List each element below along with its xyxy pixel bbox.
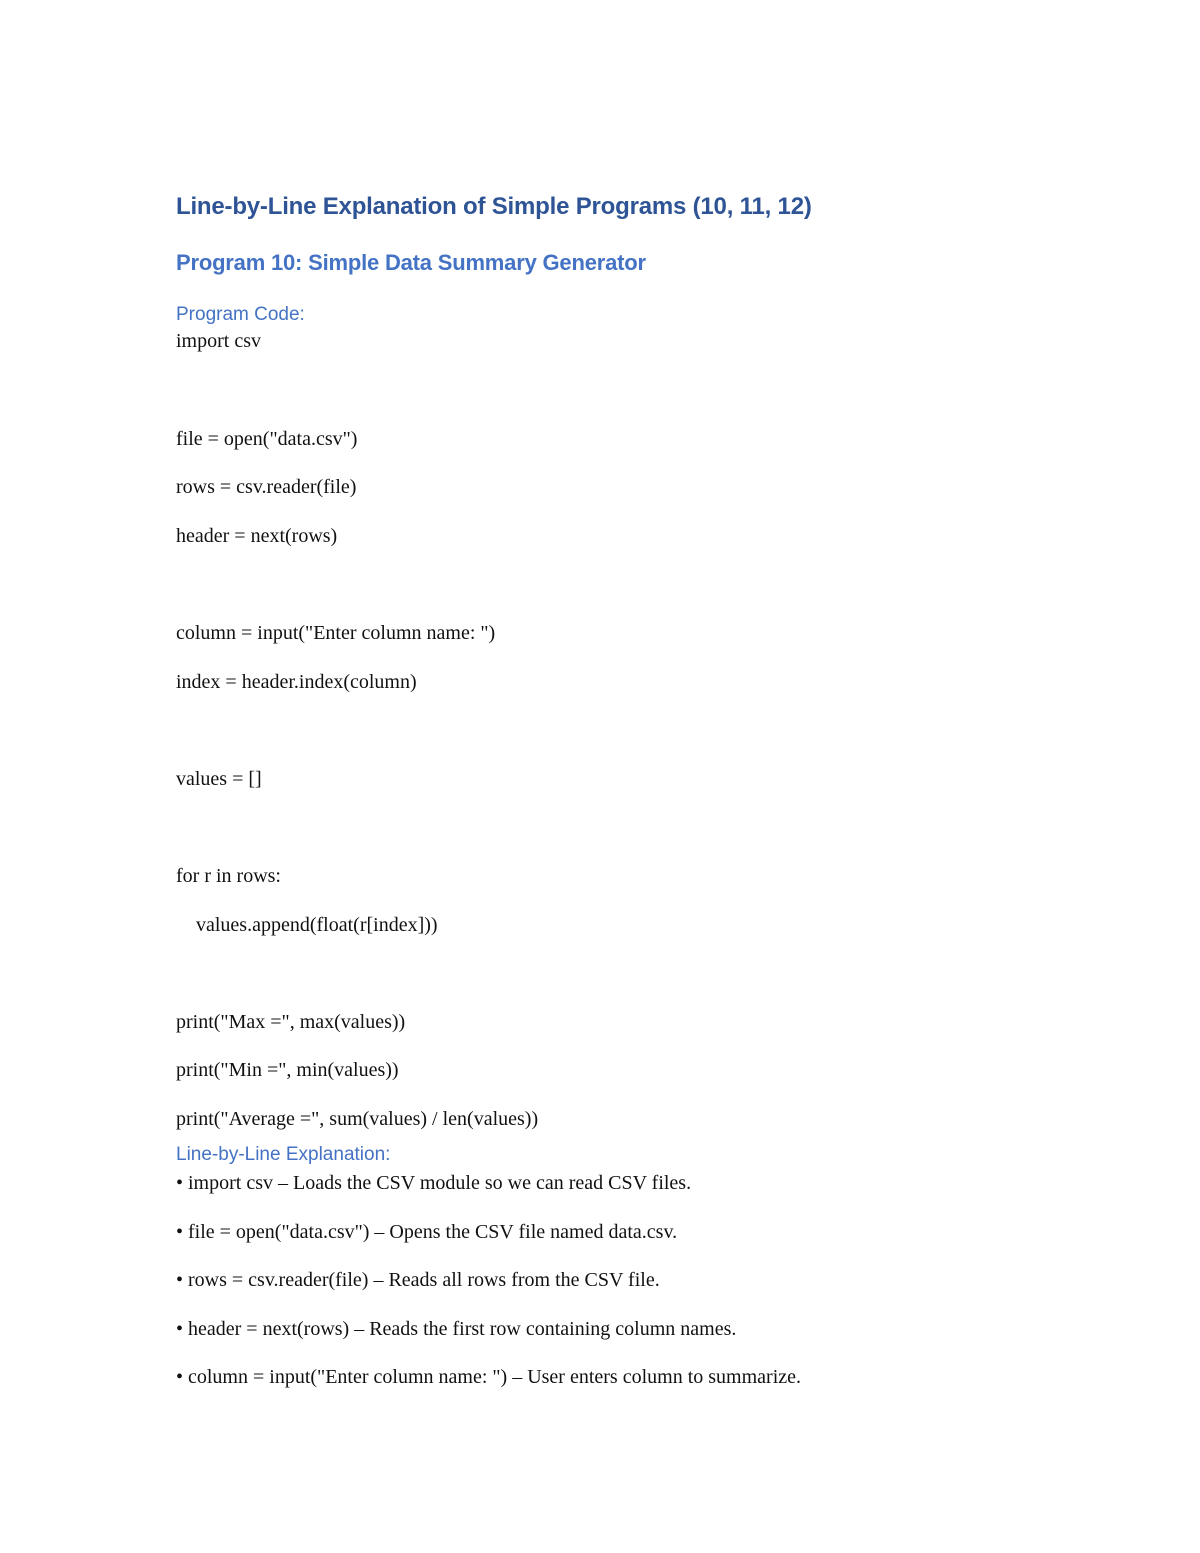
code-line: print("Average =", sum(values) / len(values)) — [176, 1107, 539, 1130]
code-line: print("Max =", max(values)) — [176, 1010, 406, 1033]
explanation-item: • rows = csv.reader(file) – Reads all rows from the CSV file. — [176, 1269, 660, 1292]
code-block — [176, 328, 1076, 1142]
code-line-blank — [176, 960, 1076, 1009]
document-content — [176, 192, 1076, 1413]
code-line: index = header.index(column) — [176, 670, 417, 693]
code-label: Program Code: — [176, 304, 305, 325]
code-line: column = input("Enter column name: ") — [176, 621, 496, 644]
code-line-blank — [176, 377, 1076, 426]
code-line: values = [] — [176, 767, 262, 790]
code-line: for r in rows: — [176, 864, 281, 887]
explanation-item: • header = next(rows) – Reads the first row containing column names. — [176, 1317, 737, 1340]
code-line: file = open("data.csv") — [176, 427, 358, 450]
explanation-item: • import csv – Loads the CSV module so we can read CSV files. — [176, 1171, 692, 1194]
code-line: print("Min =", min(values)) — [176, 1059, 399, 1082]
explanation-label: Line-by-Line Explanation: — [176, 1143, 391, 1165]
code-line: rows = csv.reader(file) — [176, 476, 357, 499]
document-title: Line-by-Line Explanation of Simple Programs (10, 11, 12) — [176, 193, 812, 220]
code-line-blank — [176, 717, 1076, 766]
code-line: import csv — [176, 330, 261, 352]
code-line: header = next(rows) — [176, 524, 338, 547]
explanation-list — [176, 1170, 1076, 1413]
code-line: values.append(float(r[index])) — [176, 913, 438, 936]
code-line-blank — [176, 814, 1076, 863]
code-line-blank — [176, 571, 1076, 620]
program-heading: Program 10: Simple Data Summary Generator — [176, 250, 646, 275]
explanation-item: • column = input("Enter column name: ") – User enters column to summarize. — [176, 1366, 802, 1389]
explanation-item: • file = open("data.csv") – Opens the CSV file named data.csv. — [176, 1220, 678, 1243]
